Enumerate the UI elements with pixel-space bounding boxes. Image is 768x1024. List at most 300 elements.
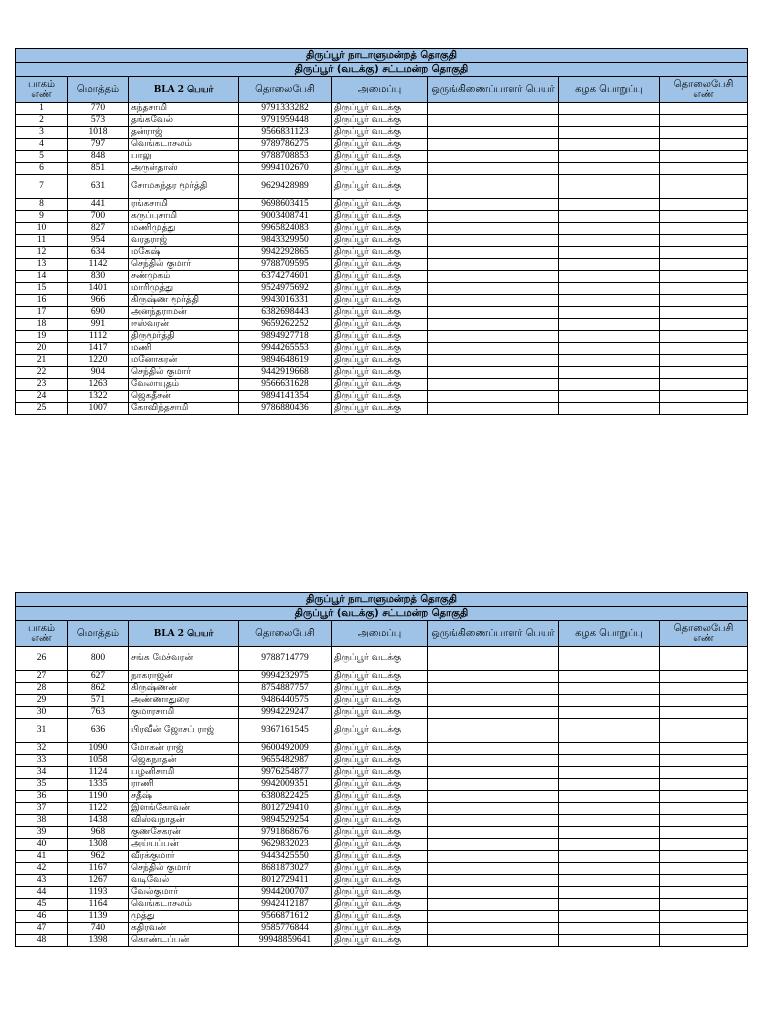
cell-part-no: 6: [16, 163, 68, 175]
table-row: [16, 103, 748, 115]
cell-phone: 9003408741: [239, 211, 332, 223]
cell-phone: 9788714779: [239, 647, 332, 671]
cell-bla2-name: வடிவேல்: [129, 875, 239, 887]
header-party-duty: கழக பொறுப்பு: [559, 621, 660, 647]
cell-phone-no: [660, 671, 748, 683]
cell-phone: 8681873027: [239, 863, 332, 875]
cell-organization: திருப்பூர் வடக்கு: [332, 827, 428, 839]
cell-part-no: 8: [16, 199, 68, 211]
cell-party-duty: [559, 695, 660, 707]
cell-phone: 9659262252: [239, 319, 332, 331]
cell-phone-no: [660, 719, 748, 743]
cell-party-duty: [559, 743, 660, 755]
cell-bla2-name: வேலாயுதம்: [129, 379, 239, 391]
cell-organization: திருப்பூர் வடக்கு: [332, 403, 428, 415]
cell-coordinator-name: [428, 647, 559, 671]
cell-party-duty: [559, 911, 660, 923]
cell-part-no: 30: [16, 707, 68, 719]
cell-coordinator-name: [428, 115, 559, 127]
cell-party-duty: [559, 899, 660, 911]
cell-bla2-name: சதீஷ்: [129, 791, 239, 803]
cell-phone-no: [660, 647, 748, 671]
cell-phone: 9788708853: [239, 151, 332, 163]
cell-total: 968: [68, 827, 129, 839]
cell-total: 634: [68, 247, 129, 259]
cell-coordinator-name: [428, 175, 559, 199]
cell-party-duty: [559, 791, 660, 803]
cell-part-no: 45: [16, 899, 68, 911]
cell-phone: 9486440575: [239, 695, 332, 707]
table-row: [16, 331, 748, 343]
cell-total: 763: [68, 707, 129, 719]
cell-phone: 9791959448: [239, 115, 332, 127]
table-row: [16, 791, 748, 803]
cell-total: 1167: [68, 863, 129, 875]
cell-coordinator-name: [428, 683, 559, 695]
header-organization: அமைப்பு: [332, 77, 428, 103]
cell-part-no: 9: [16, 211, 68, 223]
table-row: [16, 211, 748, 223]
cell-total: 1220: [68, 355, 129, 367]
cell-phone: 9566871612: [239, 911, 332, 923]
cell-coordinator-name: [428, 887, 559, 899]
cell-phone-no: [660, 103, 748, 115]
cell-organization: திருப்பூர் வடக்கு: [332, 151, 428, 163]
table-row: [16, 223, 748, 235]
table-row: [16, 827, 748, 839]
table-row: [16, 247, 748, 259]
cell-bla2-name: செந்தில் குமார்: [129, 367, 239, 379]
cell-bla2-name: சோமசுந்தர மூர்த்தி: [129, 175, 239, 199]
cell-bla2-name: ஜெகதீசன்: [129, 391, 239, 403]
cell-phone-no: [660, 283, 748, 295]
cell-party-duty: [559, 403, 660, 415]
cell-bla2-name: மகேஷ்: [129, 247, 239, 259]
cell-phone: 9942292865: [239, 247, 332, 259]
cell-organization: திருப்பூர் வடக்கு: [332, 911, 428, 923]
cell-phone-no: [660, 839, 748, 851]
table-row: [16, 379, 748, 391]
cell-party-duty: [559, 707, 660, 719]
cell-party-duty: [559, 319, 660, 331]
cell-coordinator-name: [428, 815, 559, 827]
cell-organization: திருப்பூர் வடக்கு: [332, 707, 428, 719]
cell-party-duty: [559, 283, 660, 295]
cell-party-duty: [559, 935, 660, 947]
cell-part-no: 27: [16, 671, 68, 683]
cell-party-duty: [559, 779, 660, 791]
assembly-title: திருப்பூர் (வடக்கு) சட்டமன்ற தொகுதி: [16, 63, 748, 77]
cell-total: 1263: [68, 379, 129, 391]
cell-total: 740: [68, 923, 129, 935]
cell-bla2-name: பாலு: [129, 151, 239, 163]
cell-bla2-name: பிரவீன் ஜோசப் ராஜ்: [129, 719, 239, 743]
cell-phone: 9965824083: [239, 223, 332, 235]
cell-coordinator-name: [428, 379, 559, 391]
cell-total: 904: [68, 367, 129, 379]
cell-party-duty: [559, 379, 660, 391]
cell-phone: 9894648619: [239, 355, 332, 367]
cell-organization: திருப்பூர் வடக்கு: [332, 295, 428, 307]
cell-total: 1122: [68, 803, 129, 815]
cell-phone: 9443425550: [239, 851, 332, 863]
header-part-no: பாகம் எண்: [16, 621, 68, 647]
cell-coordinator-name: [428, 271, 559, 283]
cell-coordinator-name: [428, 695, 559, 707]
cell-part-no: 13: [16, 259, 68, 271]
cell-party-duty: [559, 163, 660, 175]
cell-coordinator-name: [428, 259, 559, 271]
cell-phone: 6374274601: [239, 271, 332, 283]
table-row: [16, 743, 748, 755]
cell-organization: திருப்பூர் வடக்கு: [332, 935, 428, 947]
cell-party-duty: [559, 719, 660, 743]
cell-organization: திருப்பூர் வடக்கு: [332, 139, 428, 151]
cell-part-no: 16: [16, 295, 68, 307]
cell-phone: 9894927718: [239, 331, 332, 343]
cell-part-no: 23: [16, 379, 68, 391]
cell-total: 770: [68, 103, 129, 115]
cell-phone-no: [660, 319, 748, 331]
cell-phone-no: [660, 403, 748, 415]
cell-part-no: 2: [16, 115, 68, 127]
cell-part-no: 42: [16, 863, 68, 875]
cell-coordinator-name: [428, 367, 559, 379]
cell-bla2-name: திருமூர்த்தி: [129, 331, 239, 343]
cell-phone-no: [660, 379, 748, 391]
cell-phone: 9789786275: [239, 139, 332, 151]
cell-total: 1018: [68, 127, 129, 139]
cell-organization: திருப்பூர் வடக்கு: [332, 923, 428, 935]
cell-bla2-name: அனந்தராமன்: [129, 307, 239, 319]
cell-bla2-name: தன்ராஜ்: [129, 127, 239, 139]
cell-bla2-name: வீரக்குமார்: [129, 851, 239, 863]
cell-phone-no: [660, 779, 748, 791]
cell-coordinator-name: [428, 743, 559, 755]
table-row: [16, 115, 748, 127]
cell-phone: 9942009351: [239, 779, 332, 791]
cell-party-duty: [559, 103, 660, 115]
cell-phone-no: [660, 911, 748, 923]
cell-bla2-name: முத்து: [129, 911, 239, 923]
header-part-no: பாகம் எண்: [16, 77, 68, 103]
cell-phone-no: [660, 899, 748, 911]
cell-coordinator-name: [428, 707, 559, 719]
cell-part-no: 31: [16, 719, 68, 743]
cell-organization: திருப்பூர் வடக்கு: [332, 355, 428, 367]
table-row: [16, 911, 748, 923]
cell-bla2-name: கிருஷ்ண மூர்த்தி: [129, 295, 239, 307]
table-row: [16, 695, 748, 707]
cell-part-no: 19: [16, 331, 68, 343]
header-phone-no: தொலைபேசி எண்: [660, 77, 748, 103]
header-phone-no: தொலைபேசி எண்: [660, 621, 748, 647]
cell-bla2-name: குமாரசாமி: [129, 707, 239, 719]
cell-total: 1401: [68, 283, 129, 295]
cell-phone: 9698603415: [239, 199, 332, 211]
cell-coordinator-name: [428, 839, 559, 851]
cell-phone-no: [660, 851, 748, 863]
cell-total: 441: [68, 199, 129, 211]
cell-coordinator-name: [428, 247, 559, 259]
cell-phone-no: [660, 199, 748, 211]
cell-part-no: 32: [16, 743, 68, 755]
cell-part-no: 44: [16, 887, 68, 899]
cell-total: 1058: [68, 755, 129, 767]
cell-phone: 9367161545: [239, 719, 332, 743]
cell-coordinator-name: [428, 767, 559, 779]
cell-part-no: 40: [16, 839, 68, 851]
cell-phone: 9600492009: [239, 743, 332, 755]
cell-party-duty: [559, 671, 660, 683]
cell-phone-no: [660, 683, 748, 695]
table-row: [16, 163, 748, 175]
cell-party-duty: [559, 355, 660, 367]
cell-bla2-name: மணிமுத்து: [129, 223, 239, 235]
cell-bla2-name: மோகன் ராஜ்: [129, 743, 239, 755]
cell-phone: 9942412187: [239, 899, 332, 911]
cell-phone: 9894529254: [239, 815, 332, 827]
cell-bla2-name: வேல்குமார்: [129, 887, 239, 899]
cell-phone-no: [660, 355, 748, 367]
cell-coordinator-name: [428, 911, 559, 923]
cell-bla2-name: வெங்கடாசலம்: [129, 899, 239, 911]
cell-phone: 99948859641: [239, 935, 332, 947]
cell-bla2-name: கொண்டப்பன்: [129, 935, 239, 947]
cell-party-duty: [559, 307, 660, 319]
table-row: [16, 767, 748, 779]
table-row: [16, 839, 748, 851]
cell-total: 1007: [68, 403, 129, 415]
cell-party-duty: [559, 839, 660, 851]
cell-coordinator-name: [428, 671, 559, 683]
cell-phone-no: [660, 259, 748, 271]
cell-phone-no: [660, 767, 748, 779]
table-row: [16, 391, 748, 403]
cell-part-no: 25: [16, 403, 68, 415]
cell-bla2-name: வெங்கடாசலம்: [129, 139, 239, 151]
cell-phone-no: [660, 307, 748, 319]
cell-phone: 9655482987: [239, 755, 332, 767]
cell-organization: திருப்பூர் வடக்கு: [332, 115, 428, 127]
cell-coordinator-name: [428, 827, 559, 839]
cell-bla2-name: மாரிமுத்து: [129, 283, 239, 295]
cell-total: 1417: [68, 343, 129, 355]
cell-organization: திருப்பூர் வடக்கு: [332, 163, 428, 175]
cell-bla2-name: பழனிசாமி: [129, 767, 239, 779]
cell-party-duty: [559, 211, 660, 223]
cell-part-no: 47: [16, 923, 68, 935]
cell-part-no: 22: [16, 367, 68, 379]
cell-part-no: 7: [16, 175, 68, 199]
cell-coordinator-name: [428, 199, 559, 211]
cell-bla2-name: வரதராஜ்: [129, 235, 239, 247]
table-row: [16, 887, 748, 899]
cell-organization: திருப்பூர் வடக்கு: [332, 283, 428, 295]
cell-coordinator-name: [428, 127, 559, 139]
cell-total: 631: [68, 175, 129, 199]
table-row: [16, 719, 748, 743]
header-coordinator-name: ஒருங்கிணைப்பாளர் பெயர்: [428, 621, 559, 647]
cell-total: 1322: [68, 391, 129, 403]
cell-party-duty: [559, 199, 660, 211]
cell-party-duty: [559, 803, 660, 815]
cell-total: 700: [68, 211, 129, 223]
cell-phone: 9943016331: [239, 295, 332, 307]
cell-organization: திருப்பூர் வடக்கு: [332, 379, 428, 391]
cell-bla2-name: ஈஸ்வரன்: [129, 319, 239, 331]
cell-total: 1267: [68, 875, 129, 887]
cell-organization: திருப்பூர் வடக்கு: [332, 887, 428, 899]
cell-bla2-name: அருள்தாஸ்: [129, 163, 239, 175]
cell-phone-no: [660, 935, 748, 947]
cell-party-duty: [559, 367, 660, 379]
cell-organization: திருப்பூர் வடக்கு: [332, 839, 428, 851]
constituency-title: திருப்பூர் நாடாளுமன்றத் தொகுதி: [16, 49, 748, 63]
cell-organization: திருப்பூர் வடக்கு: [332, 235, 428, 247]
cell-phone-no: [660, 707, 748, 719]
cell-party-duty: [559, 175, 660, 199]
cell-party-duty: [559, 767, 660, 779]
cell-part-no: 26: [16, 647, 68, 671]
cell-part-no: 14: [16, 271, 68, 283]
cell-party-duty: [559, 755, 660, 767]
cell-bla2-name: விஸ்வநாதன்: [129, 815, 239, 827]
cell-phone: 8012729410: [239, 803, 332, 815]
cell-total: 1112: [68, 331, 129, 343]
table-row: [16, 671, 748, 683]
cell-bla2-name: அய்யப்பன்: [129, 839, 239, 851]
cell-part-no: 18: [16, 319, 68, 331]
cell-phone: 9994232975: [239, 671, 332, 683]
cell-coordinator-name: [428, 719, 559, 743]
cell-phone-no: [660, 211, 748, 223]
cell-party-duty: [559, 875, 660, 887]
cell-phone-no: [660, 139, 748, 151]
table-row: [16, 779, 748, 791]
cell-party-duty: [559, 815, 660, 827]
cell-party-duty: [559, 151, 660, 163]
cell-part-no: 38: [16, 815, 68, 827]
cell-phone-no: [660, 803, 748, 815]
cell-organization: திருப்பூர் வடக்கு: [332, 343, 428, 355]
table-row: [16, 175, 748, 199]
table-row: [16, 803, 748, 815]
cell-part-no: 36: [16, 791, 68, 803]
cell-organization: திருப்பூர் வடக்கு: [332, 767, 428, 779]
cell-bla2-name: நாகராஜன்: [129, 671, 239, 683]
header-total: மொத்தம்: [68, 77, 129, 103]
cell-phone-no: [660, 295, 748, 307]
cell-bla2-name: கருப்புசாமி: [129, 211, 239, 223]
cell-party-duty: [559, 887, 660, 899]
cell-phone: 9976254877: [239, 767, 332, 779]
cell-total: 1398: [68, 935, 129, 947]
cell-organization: திருப்பூர் வடக்கு: [332, 791, 428, 803]
cell-total: 991: [68, 319, 129, 331]
cell-coordinator-name: [428, 211, 559, 223]
cell-phone: 9629832023: [239, 839, 332, 851]
table-row: [16, 343, 748, 355]
cell-coordinator-name: [428, 863, 559, 875]
cell-coordinator-name: [428, 223, 559, 235]
cell-organization: திருப்பூர் வடக்கு: [332, 247, 428, 259]
cell-organization: திருப்பூர் வடக்கு: [332, 863, 428, 875]
cell-bla2-name: கதிரவன்: [129, 923, 239, 935]
cell-bla2-name: செந்தில் குமார்: [129, 259, 239, 271]
cell-bla2-name: குணசேகரன்: [129, 827, 239, 839]
cell-coordinator-name: [428, 791, 559, 803]
cell-coordinator-name: [428, 331, 559, 343]
cell-organization: திருப்பூர் வடக்கு: [332, 175, 428, 199]
cell-coordinator-name: [428, 923, 559, 935]
cell-phone-no: [660, 223, 748, 235]
cell-party-duty: [559, 127, 660, 139]
cell-part-no: 1: [16, 103, 68, 115]
table-row: [16, 815, 748, 827]
table-row: [16, 863, 748, 875]
cell-total: 1142: [68, 259, 129, 271]
cell-party-duty: [559, 863, 660, 875]
cell-part-no: 10: [16, 223, 68, 235]
cell-phone: 9994229247: [239, 707, 332, 719]
cell-organization: திருப்பூர் வடக்கு: [332, 211, 428, 223]
cell-part-no: 33: [16, 755, 68, 767]
cell-phone-no: [660, 863, 748, 875]
cell-total: 827: [68, 223, 129, 235]
cell-phone: 8754887757: [239, 683, 332, 695]
cell-coordinator-name: [428, 899, 559, 911]
cell-total: 1090: [68, 743, 129, 755]
table-row: [16, 199, 748, 211]
cell-part-no: 4: [16, 139, 68, 151]
cell-organization: திருப்பூர் வடக்கு: [332, 815, 428, 827]
cell-organization: திருப்பூர் வடக்கு: [332, 103, 428, 115]
cell-organization: திருப்பூர் வடக்கு: [332, 331, 428, 343]
cell-coordinator-name: [428, 755, 559, 767]
table-row: [16, 295, 748, 307]
cell-organization: திருப்பூர் வடக்கு: [332, 391, 428, 403]
cell-bla2-name: ரங்கசாமி: [129, 199, 239, 211]
cell-part-no: 39: [16, 827, 68, 839]
cell-coordinator-name: [428, 319, 559, 331]
cell-phone: 9585776844: [239, 923, 332, 935]
table-row: [16, 355, 748, 367]
table-body-2: [16, 647, 748, 947]
cell-total: 1139: [68, 911, 129, 923]
table-row: [16, 899, 748, 911]
cell-total: 830: [68, 271, 129, 283]
cell-part-no: 15: [16, 283, 68, 295]
table-row: [16, 151, 748, 163]
cell-bla2-name: சங்க மேச்வரன்: [129, 647, 239, 671]
table-row: [16, 923, 748, 935]
table-row: [16, 307, 748, 319]
cell-part-no: 35: [16, 779, 68, 791]
cell-phone-no: [660, 887, 748, 899]
cell-organization: திருப்பூர் வடக்கு: [332, 307, 428, 319]
cell-part-no: 43: [16, 875, 68, 887]
cell-phone: 9788709595: [239, 259, 332, 271]
cell-organization: திருப்பூர் வடக்கு: [332, 271, 428, 283]
cell-organization: திருப்பூர் வடக்கு: [332, 875, 428, 887]
table-row: [16, 403, 748, 415]
cell-coordinator-name: [428, 779, 559, 791]
cell-total: 848: [68, 151, 129, 163]
cell-bla2-name: செந்தில் குமார்: [129, 863, 239, 875]
cell-part-no: 29: [16, 695, 68, 707]
cell-phone: 9843329950: [239, 235, 332, 247]
